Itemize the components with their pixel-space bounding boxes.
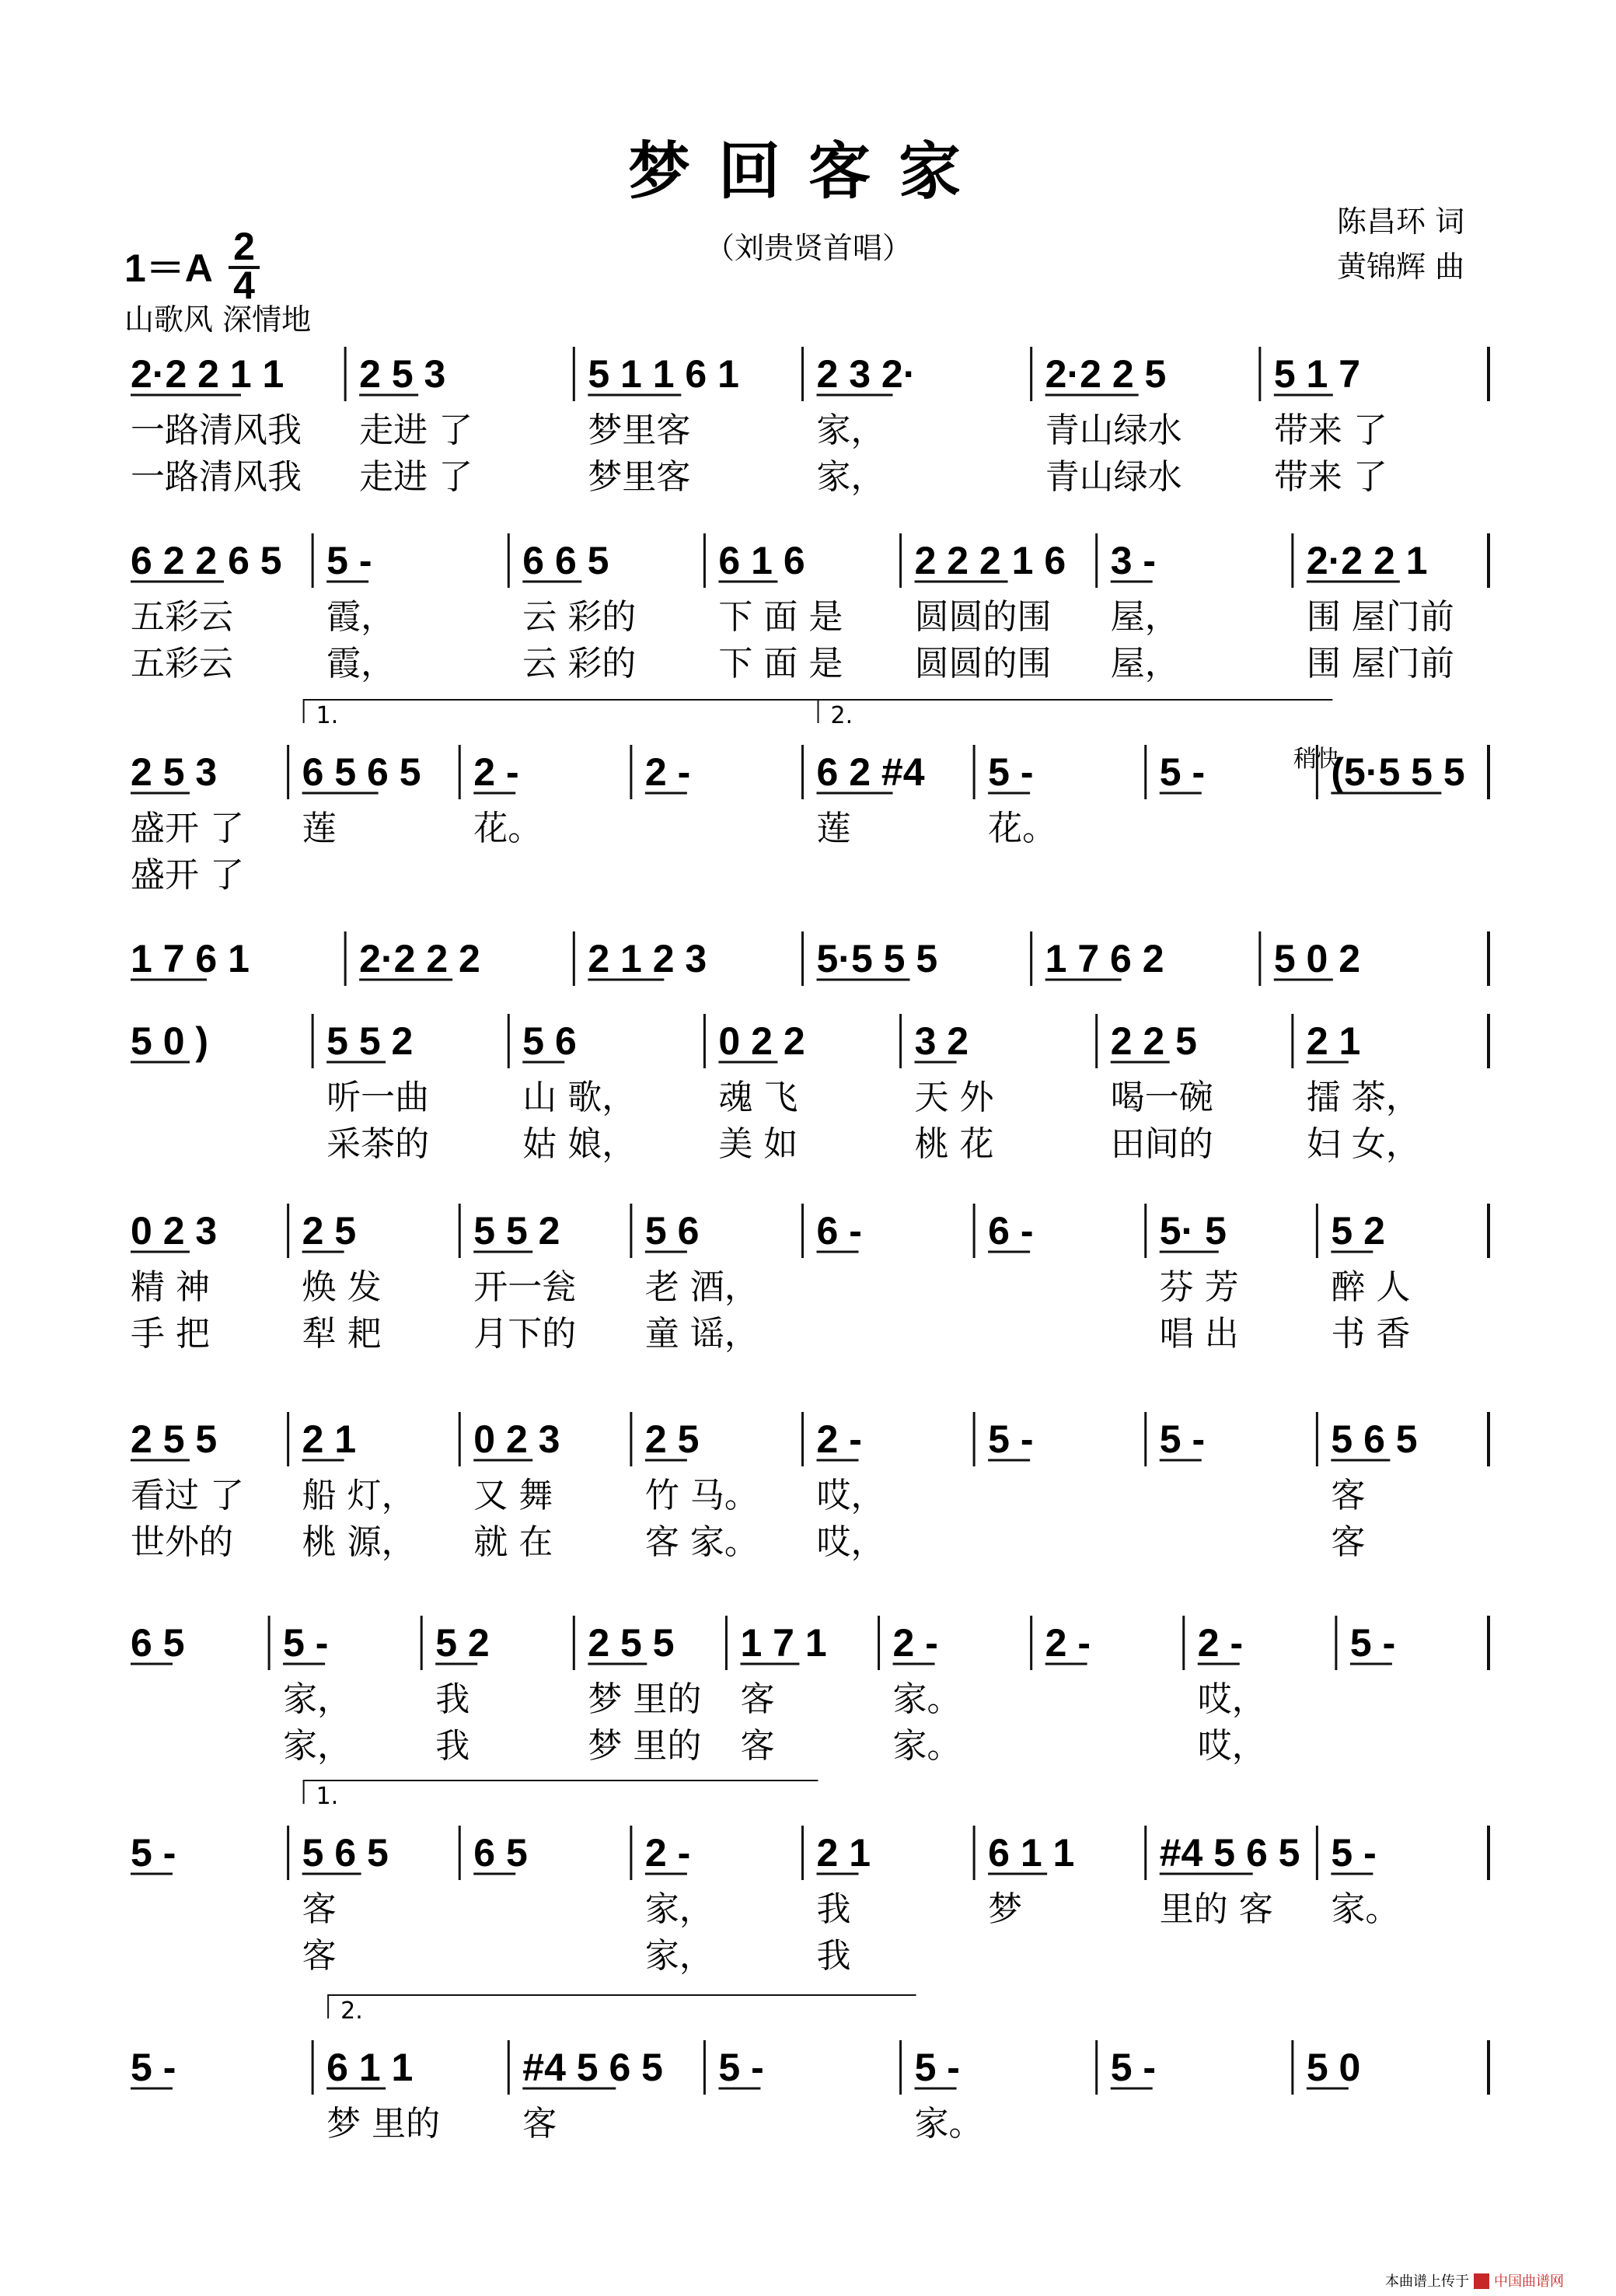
measure-notes: 5 6 5 bbox=[302, 1831, 389, 1875]
lyric-syllables: 花。 bbox=[473, 809, 543, 848]
footer-credit: 本曲谱上传于 bbox=[1385, 2273, 1469, 2290]
measure-notes: (5·5 5 5 bbox=[1331, 750, 1465, 794]
system-2 bbox=[131, 533, 1489, 683]
system-6 bbox=[131, 1204, 1489, 1354]
lyric-syllables: 焕 发 bbox=[302, 1267, 382, 1307]
lyric-syllables: 五彩云 bbox=[131, 644, 233, 683]
measure-notes: 5 - bbox=[326, 539, 372, 582]
measure-notes: 2 - bbox=[816, 1417, 862, 1461]
lyric-syllables: 梦里客 bbox=[588, 411, 691, 450]
lyric-syllables: 书 香 bbox=[1331, 1314, 1411, 1354]
measure-notes: 5 5 2 bbox=[326, 1019, 414, 1063]
measure-notes: 2·2 2 5 bbox=[1045, 352, 1167, 396]
lyric-syllables: 芬 芳 bbox=[1159, 1267, 1239, 1307]
measure-notes: 5·5 5 5 bbox=[816, 937, 938, 980]
system-4 bbox=[131, 931, 1489, 986]
lyric-syllables: 家， bbox=[644, 1889, 714, 1929]
system-3 bbox=[131, 700, 1489, 895]
lyric-syllables: 一路清风我 bbox=[131, 411, 302, 450]
lyric-syllables: 梦 里的 bbox=[588, 1726, 702, 1766]
lyric-syllables: 我 bbox=[816, 1889, 851, 1929]
lyric-syllables: 圆圆的围 bbox=[914, 597, 1052, 637]
song-subtitle: （刘贵贤首唱） bbox=[704, 231, 913, 265]
volta-label: 1. bbox=[316, 1783, 339, 1810]
lyric-syllables: 犁 耙 bbox=[302, 1314, 382, 1354]
lyric-syllables: 梦里客 bbox=[588, 457, 691, 497]
measure-notes: 6 5 6 5 bbox=[302, 750, 421, 794]
lyric-syllables: 五彩云 bbox=[131, 597, 233, 637]
lyric-syllables: 喝一碗 bbox=[1110, 1078, 1213, 1117]
volta-bracket bbox=[304, 1781, 818, 1804]
measure-notes: 5 - bbox=[988, 750, 1034, 794]
lyric-syllables: 我 bbox=[435, 1726, 470, 1766]
lyric-syllables: 客 bbox=[1331, 1522, 1366, 1562]
lyric-syllables: 梦 里的 bbox=[588, 1679, 702, 1719]
measure-notes: 2 1 bbox=[1306, 1019, 1361, 1063]
lyric-syllables: 月下的 bbox=[473, 1314, 577, 1354]
measure-notes: 5 0 bbox=[1306, 2046, 1361, 2089]
lyric-syllables: 就 在 bbox=[473, 1522, 553, 1562]
measure-notes: 3 2 bbox=[914, 1019, 969, 1063]
composer-credit: 黄锦辉 曲 bbox=[1337, 250, 1465, 284]
measure-notes: 5 0 ) bbox=[131, 1019, 209, 1063]
measure-notes: 5 6 bbox=[522, 1019, 577, 1063]
lyric-syllables: 采茶的 bbox=[326, 1124, 430, 1164]
system-1 bbox=[131, 347, 1489, 497]
measure-notes: 3 - bbox=[1110, 539, 1157, 582]
measure-notes: 2 - bbox=[1045, 1621, 1091, 1665]
measure-notes: 5 - bbox=[1331, 1831, 1377, 1875]
lyric-syllables: 世外的 bbox=[131, 1522, 233, 1562]
system-8 bbox=[131, 1616, 1489, 1766]
lyric-syllables: 哎， bbox=[1197, 1726, 1266, 1766]
measure-notes: 2 1 2 3 bbox=[588, 937, 707, 980]
measure-notes: 5 - bbox=[988, 1417, 1034, 1461]
measure-notes: 2·2 2 1 1 bbox=[131, 352, 284, 396]
lyric-syllables: 桃 花 bbox=[914, 1124, 994, 1164]
lyric-syllables: 屋， bbox=[1110, 597, 1179, 637]
lyric-syllables: 霞， bbox=[326, 644, 396, 683]
time-signature-bottom: 4 bbox=[233, 264, 255, 307]
lyric-syllables: 走进 了 bbox=[359, 411, 473, 450]
lyric-syllables: 客 bbox=[740, 1726, 775, 1766]
measure-notes: 2 5 bbox=[302, 1209, 357, 1253]
lyric-syllables: 莲 bbox=[816, 809, 851, 848]
lyric-syllables: 客 bbox=[302, 1936, 337, 1976]
measure-notes: 2 5 3 bbox=[131, 750, 218, 794]
lyric-syllables: 云 彩的 bbox=[522, 597, 637, 637]
measure-notes: 2 2 2 1 6 bbox=[914, 539, 1066, 582]
measure-notes: 6 6 5 bbox=[522, 539, 609, 582]
measure-notes: 6 1 1 bbox=[326, 2046, 414, 2089]
volta-bracket bbox=[304, 700, 818, 723]
measure-notes: 2 2 5 bbox=[1110, 1019, 1197, 1063]
measure-notes: 1 7 6 1 bbox=[131, 937, 250, 980]
system-7 bbox=[131, 1412, 1489, 1562]
lyric-syllables: 美 如 bbox=[718, 1124, 798, 1164]
measure-notes: 5 0 2 bbox=[1273, 937, 1361, 980]
measure-notes: 5· 5 bbox=[1159, 1209, 1227, 1253]
lyric-syllables: 姑 娘， bbox=[522, 1124, 637, 1164]
measure-notes: 5 - bbox=[914, 2046, 960, 2089]
lyric-syllables: 盛开 了 bbox=[131, 809, 244, 848]
volta-bracket bbox=[818, 700, 1333, 723]
lyric-syllables: 下 面 是 bbox=[718, 644, 843, 683]
lyric-syllables: 里的 客 bbox=[1159, 1889, 1273, 1929]
score-systems bbox=[131, 347, 1489, 2144]
measure-notes: 2 5 3 bbox=[359, 352, 446, 396]
system-5 bbox=[131, 1014, 1489, 1164]
lyric-syllables: 家。 bbox=[1331, 1889, 1400, 1929]
measure-notes: 5 6 5 bbox=[1331, 1417, 1418, 1461]
lyric-syllables: 盛开 了 bbox=[131, 855, 244, 895]
lyric-syllables: 客 家。 bbox=[644, 1522, 759, 1562]
measure-notes: 0 2 2 bbox=[718, 1019, 805, 1063]
lyric-syllables: 童 谣， bbox=[644, 1314, 759, 1354]
measure-notes: 5 6 bbox=[644, 1209, 700, 1253]
lyric-syllables: 家， bbox=[283, 1726, 352, 1766]
measure-notes: 5 - bbox=[283, 1621, 329, 1665]
lyric-syllables: 屋， bbox=[1110, 644, 1179, 683]
measure-notes: 6 1 6 bbox=[718, 539, 805, 582]
lyric-syllables: 家， bbox=[816, 411, 885, 450]
measure-notes: 2 5 bbox=[644, 1417, 700, 1461]
lyric-syllables: 家， bbox=[816, 457, 885, 497]
measure-notes: 2 5 5 bbox=[131, 1417, 218, 1461]
lyric-syllables: 带来 了 bbox=[1273, 457, 1387, 497]
lyric-syllables: 魂 飞 bbox=[718, 1078, 798, 1117]
lyric-syllables: 青山绿水 bbox=[1045, 457, 1182, 497]
lyric-syllables: 莲 bbox=[302, 809, 337, 848]
measure-notes: 5 5 2 bbox=[473, 1209, 560, 1253]
measure-notes: 6 2 #4 bbox=[816, 750, 925, 794]
tempo-marking: 稍快 bbox=[1293, 746, 1340, 773]
lyric-syllables: 听一曲 bbox=[326, 1078, 430, 1117]
measure-notes: 2 5 5 bbox=[588, 1621, 675, 1665]
lyric-syllables: 带来 了 bbox=[1273, 411, 1387, 450]
lyric-syllables: 我 bbox=[435, 1679, 470, 1719]
measure-notes: 5 - bbox=[1159, 750, 1206, 794]
lyricist-credit: 陈昌环 词 bbox=[1337, 204, 1465, 239]
lyric-syllables: 圆圆的围 bbox=[914, 644, 1052, 683]
measure-notes: 2 1 bbox=[302, 1417, 357, 1461]
lyric-syllables: 梦 bbox=[988, 1889, 1023, 1929]
lyric-syllables: 花。 bbox=[988, 809, 1057, 848]
lyric-syllables: 霞， bbox=[326, 597, 396, 637]
measure-notes: 6 - bbox=[816, 1209, 862, 1253]
measure-notes: 2 - bbox=[892, 1621, 938, 1665]
lyric-syllables: 妇 女， bbox=[1306, 1124, 1420, 1164]
measure-notes: 1 7 6 2 bbox=[1045, 937, 1164, 980]
lyric-syllables: 擂 茶， bbox=[1306, 1078, 1420, 1117]
lyric-syllables: 青山绿水 bbox=[1045, 411, 1182, 450]
site-logo-icon bbox=[1474, 2273, 1489, 2289]
lyric-syllables: 客 bbox=[302, 1889, 337, 1929]
measure-notes: 2·2 2 2 bbox=[359, 937, 480, 980]
measure-notes: 0 2 3 bbox=[473, 1417, 560, 1461]
lyric-syllables: 家， bbox=[644, 1936, 714, 1976]
lyric-syllables: 看过 了 bbox=[131, 1476, 244, 1515]
time-signature-top: 2 bbox=[233, 225, 255, 268]
lyric-syllables: 桃 源， bbox=[302, 1522, 416, 1562]
measure-notes: 5 2 bbox=[1331, 1209, 1385, 1253]
lyric-syllables: 哎， bbox=[816, 1522, 885, 1562]
measure-notes: 6 1 1 bbox=[988, 1831, 1075, 1875]
lyric-syllables: 天 外 bbox=[914, 1078, 994, 1117]
lyric-syllables: 客 bbox=[1331, 1476, 1366, 1515]
measure-notes: 2 - bbox=[644, 750, 691, 794]
lyric-syllables: 老 酒， bbox=[644, 1267, 759, 1307]
volta-bracket bbox=[328, 1995, 916, 2018]
lyric-syllables: 客 bbox=[522, 2104, 557, 2144]
measure-notes: 5 2 bbox=[435, 1621, 490, 1665]
lyric-syllables: 山 歌， bbox=[522, 1078, 637, 1117]
expression-marking: 山歌风 深情地 bbox=[124, 302, 312, 337]
system-10 bbox=[131, 1995, 1489, 2144]
measure-notes: 2·2 2 1 bbox=[1306, 539, 1428, 582]
measure-notes: 0 2 3 bbox=[131, 1209, 218, 1253]
lyric-syllables: 又 舞 bbox=[473, 1476, 553, 1515]
lyric-syllables: 云 彩的 bbox=[522, 644, 637, 683]
volta-label: 2. bbox=[340, 1997, 363, 2025]
lyric-syllables: 家。 bbox=[892, 1726, 962, 1766]
measure-notes: #4 5 6 5 bbox=[1159, 1831, 1300, 1875]
lyric-syllables: 围 屋门前 bbox=[1306, 644, 1454, 683]
lyric-syllables: 一路清风我 bbox=[131, 457, 302, 497]
lyric-syllables: 我 bbox=[816, 1936, 851, 1976]
measure-notes: 5 - bbox=[131, 1831, 176, 1875]
volta-label: 2. bbox=[830, 702, 853, 729]
lyric-syllables: 围 屋门前 bbox=[1306, 597, 1454, 637]
measure-notes: 6 - bbox=[988, 1209, 1034, 1253]
lyric-syllables: 船 灯， bbox=[302, 1476, 416, 1515]
lyric-syllables: 哎， bbox=[816, 1476, 885, 1515]
measure-notes: 2 3 2· bbox=[816, 352, 916, 396]
volta-label: 1. bbox=[316, 702, 339, 729]
measure-notes: 5 - bbox=[1159, 1417, 1206, 1461]
song-title: 梦回客家 bbox=[628, 135, 989, 208]
lyric-syllables: 家。 bbox=[914, 2104, 983, 2144]
lyric-syllables: 下 面 是 bbox=[718, 597, 843, 637]
measure-notes: 2 - bbox=[644, 1831, 691, 1875]
measure-notes: 2 1 bbox=[816, 1831, 871, 1875]
footer-site: 中国曲谱网 bbox=[1494, 2273, 1564, 2290]
lyric-syllables: 客 bbox=[740, 1679, 775, 1719]
measure-notes: 5 - bbox=[131, 2046, 176, 2089]
lyric-syllables: 开一瓮 bbox=[473, 1267, 577, 1307]
lyric-syllables: 唱 出 bbox=[1159, 1314, 1239, 1354]
measure-notes: 5 1 1 6 1 bbox=[588, 352, 739, 396]
lyric-syllables: 哎， bbox=[1197, 1679, 1266, 1719]
measure-notes: 5 - bbox=[718, 2046, 764, 2089]
measure-notes: 5 1 7 bbox=[1273, 352, 1361, 396]
lyric-syllables: 梦 里的 bbox=[326, 2104, 441, 2144]
measure-notes: 6 5 bbox=[473, 1831, 528, 1875]
key-signature: 1＝A bbox=[124, 246, 213, 290]
measure-notes: 2 - bbox=[473, 750, 519, 794]
lyric-syllables: 走进 了 bbox=[359, 457, 473, 497]
lyric-syllables: 家， bbox=[283, 1679, 352, 1719]
lyric-syllables: 田间的 bbox=[1110, 1124, 1213, 1164]
lyric-syllables: 醉 人 bbox=[1331, 1267, 1411, 1307]
measure-notes: 2 - bbox=[1197, 1621, 1244, 1665]
measure-notes: #4 5 6 5 bbox=[522, 2046, 664, 2089]
measure-notes: 6 2 2 6 5 bbox=[131, 539, 282, 582]
measure-notes: 1 7 1 bbox=[740, 1621, 827, 1665]
system-9 bbox=[131, 1781, 1489, 1976]
measure-notes: 5 - bbox=[1110, 2046, 1157, 2089]
measure-notes: 6 5 bbox=[131, 1621, 185, 1665]
lyric-syllables: 竹 马。 bbox=[644, 1476, 759, 1515]
lyric-syllables: 家。 bbox=[892, 1679, 962, 1719]
lyric-syllables: 精 神 bbox=[131, 1267, 210, 1307]
measure-notes: 5 - bbox=[1349, 1621, 1396, 1665]
lyric-syllables: 手 把 bbox=[131, 1314, 210, 1354]
